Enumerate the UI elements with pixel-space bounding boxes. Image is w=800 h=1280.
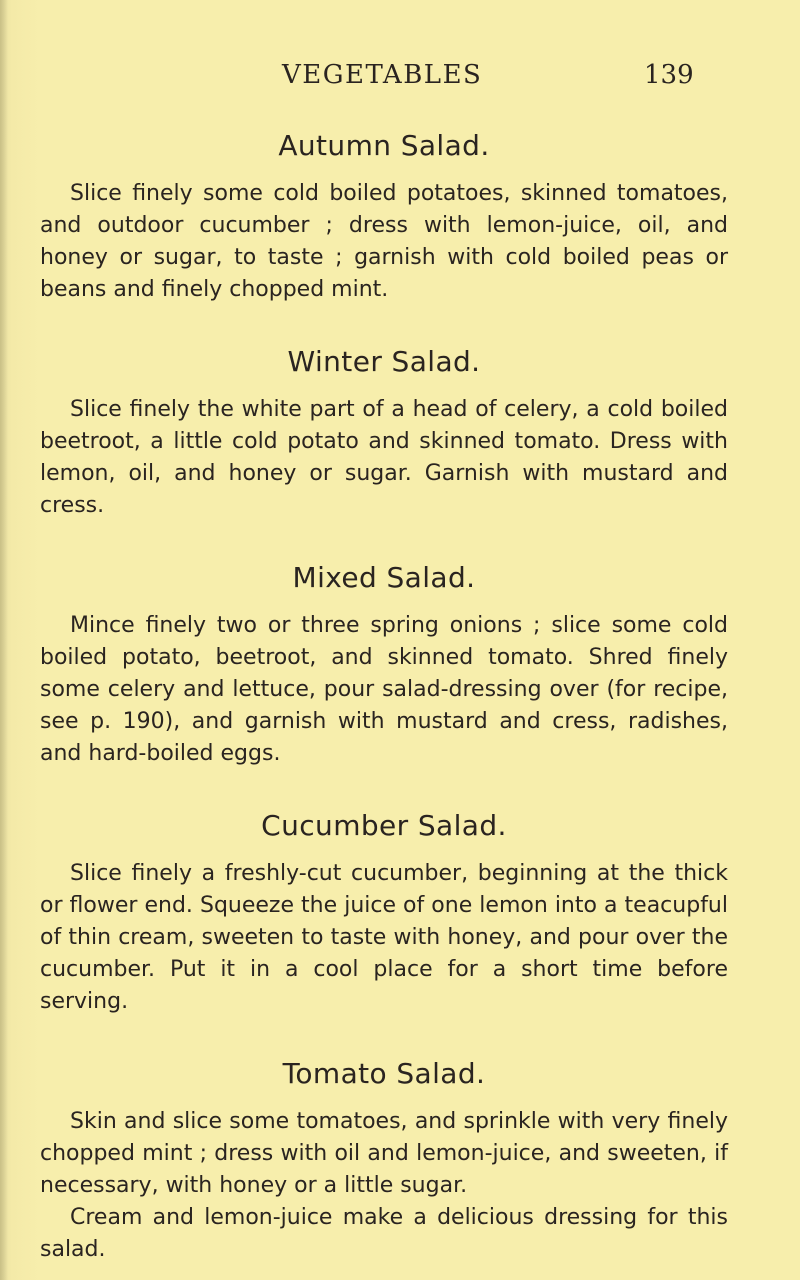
recipe-title: Autumn Salad. [278, 129, 490, 162]
recipe-winter-salad [40, 340, 728, 522]
recipe-title: Mixed Salad. [292, 561, 476, 594]
recipe-body [40, 394, 728, 522]
page-number: 139 [644, 60, 694, 90]
recipe-cucumber-salad [40, 804, 728, 1018]
recipe-body [40, 610, 728, 770]
recipe-title: Cucumber Salad. [261, 809, 507, 842]
recipe-paragraph: Skin and slice some tomatoes, and sprinkle with very finely chopped mint ; dress with oil and lemon-juice, and sweeten, if necessary, with honey or a little sugar. [40, 1109, 728, 1198]
recipe-title: Tomato Salad. [282, 1057, 486, 1090]
recipe-paragraph: Slice finely some cold boiled potatoes, skinned tomatoes, and outdoor cucumber ; dress with lemon-juice, oil, and honey or sugar, to taste ; garnish with cold boiled peas or beans and finely chopped mint. [40, 181, 728, 302]
recipe-tomato-salad [40, 1052, 728, 1266]
recipe-paragraph: Cream and lemon-juice make a delicious dressing for this salad. [40, 1205, 728, 1262]
page-binding-shadow [0, 0, 8, 1280]
recipe-paragraph: Mince finely two or three spring onions ; slice some cold boiled potato, beetroot, and skinned tomato. Shred finely some celery and lettuce, pour salad-dressing over (for recipe, see p. 190), and garnish with mustard and cress, radishes, and hard-boiled eggs. [40, 613, 728, 766]
recipe-paragraph: Slice finely the white part of a head of celery, a cold boiled beetroot, a little cold potato and skinned tomato. Dress with lemon, oil, and honey or sugar. Garnish with mustard and cress. [40, 397, 728, 518]
page-content [40, 124, 728, 1266]
recipe-body [40, 858, 728, 1018]
running-title: VEGETABLES [282, 60, 483, 90]
recipe-title: Winter Salad. [287, 345, 481, 378]
running-header [0, 60, 800, 94]
recipe-autumn-salad [40, 124, 728, 306]
recipe-body [40, 178, 728, 306]
recipe-paragraph: Slice finely a freshly-cut cucumber, beginning at the thick or flower end. Squeeze the juice of one lemon into a teacupful of thin cream, sweeten to taste with honey, and pour over the cucumber. Put it in a cool place for a short time before serving. [40, 861, 728, 1014]
recipe-body [40, 1106, 728, 1266]
recipe-mixed-salad [40, 556, 728, 770]
